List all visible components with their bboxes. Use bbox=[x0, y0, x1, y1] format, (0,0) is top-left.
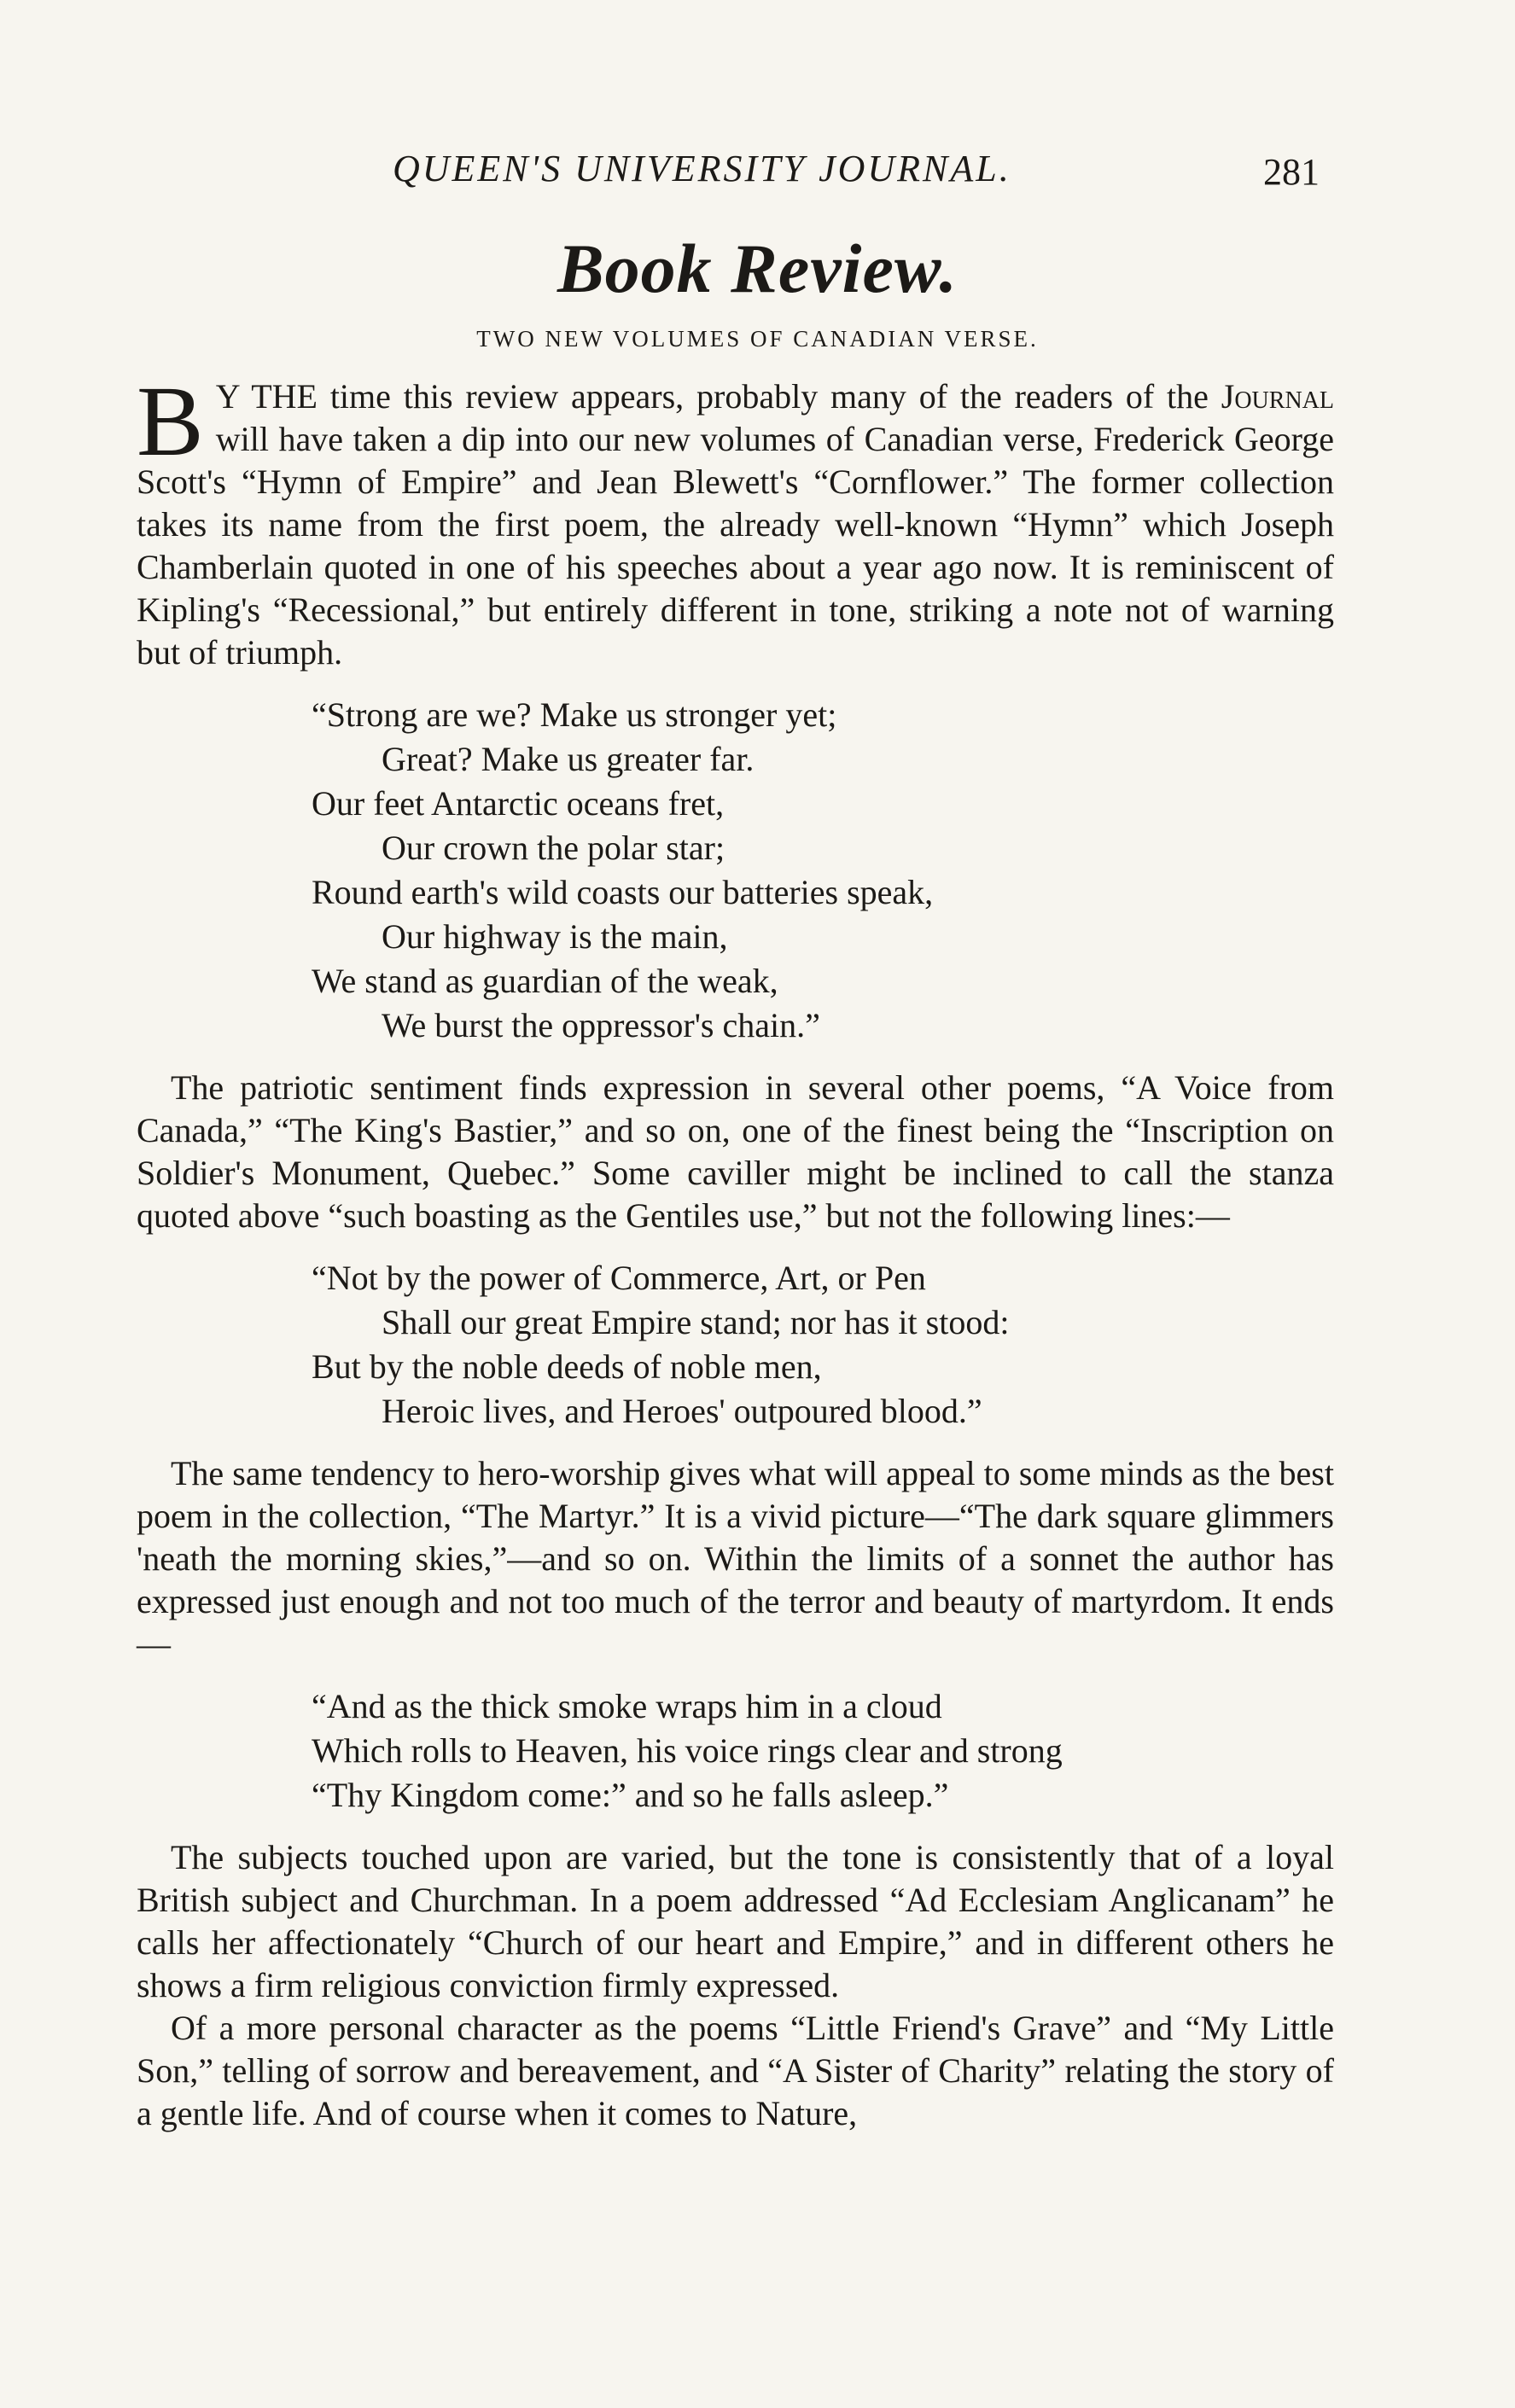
verse-line: Which rolls to Heaven, his voice rings clear and strong bbox=[312, 1731, 1063, 1770]
paragraph-3: The same tendency to hero-worship gives what will appeal to some minds as the best poem in the collection, “The Martyr.” It is a vivid picture—“The dark square glimmers 'neath the morning skies,”—and so on. Within the limits of a sonnet the author has expressed just enough and not too much of the terror and beauty of martyrdom. It ends— bbox=[137, 1454, 1334, 1663]
paragraph-1 bbox=[137, 365, 1334, 674]
verse-line: We stand as guardian of the weak, bbox=[312, 962, 778, 1000]
article-subtitle: TWO NEW VOLUMES OF CANADIAN VERSE. bbox=[476, 326, 1039, 352]
verse-line: “Thy Kingdom come:” and so he falls asleep.” bbox=[312, 1776, 949, 1814]
paragraph-4: The subjects touched upon are varied, but the tone is consistently that of a loyal British subject and Churchman. In a poem addressed “Ad Ecclesiam Anglicanam” he calls her affectionately “Church of our heart and Empire,” and in different others he shows a firm religious conviction firmly expressed. bbox=[137, 1838, 1334, 2004]
verse-line: Shall our great Empire stand; nor has it stood: bbox=[382, 1303, 1010, 1341]
article-body bbox=[137, 365, 1334, 2135]
running-head bbox=[0, 147, 1515, 198]
drop-cap: B bbox=[137, 365, 204, 477]
verse-line: “And as the thick smoke wraps him in a cloud bbox=[312, 1687, 942, 1725]
journal-name: QUEEN'S UNIVERSITY JOURNAL. bbox=[393, 148, 1011, 189]
verse-line: Our crown the polar star; bbox=[382, 829, 725, 867]
verse-line: “Not by the power of Commerce, Art, or Pen bbox=[312, 1259, 926, 1297]
verse-inscription bbox=[312, 1256, 1334, 1434]
section-title: Book Review. bbox=[556, 230, 958, 307]
verse-line: We burst the oppressor's chain.” bbox=[382, 1006, 820, 1044]
verse-line: Round earth's wild coasts our batteries speak, bbox=[312, 873, 934, 911]
verse-line: Our feet Antarctic oceans fret, bbox=[312, 784, 725, 823]
paragraph-5: Of a more personal character as the poems “Little Friend's Grave” and “My Little Son,” telling of sorrow and bereavement, and “A Sister of Charity” relating the story of a gentle life. And of course when it comes to Nature, bbox=[137, 2009, 1334, 2132]
journal-small-caps: Journal bbox=[1221, 377, 1334, 416]
verse-line: “Strong are we? Make us stronger yet; bbox=[312, 695, 837, 734]
paragraph-1-text-b: will have taken a dip into our new volumes of Canadian verse, Frederick George Scott's “Hymn of Empire” and Jean Blewett's “Cornflower.” The former collection takes its name from the first poem, the already well-known “Hymn” which Joseph Chamberlain quoted in one of his speeches about a year ago now. It is reminiscent of Kipling's “Recessional,” but entirely different in tone, striking a note not of warning but of triumph. bbox=[137, 420, 1334, 672]
verse-line: Our highway is the main, bbox=[382, 917, 728, 956]
verse-line: Great? Make us greater far. bbox=[382, 740, 755, 778]
verse-line: But by the noble deeds of noble men, bbox=[312, 1347, 822, 1386]
verse-hymn-of-empire bbox=[312, 693, 1334, 1048]
verse-the-martyr bbox=[312, 1684, 1334, 1818]
paragraph-2: The patriotic sentiment finds expression in several other poems, “A Voice from Canada,” “The King's Bastier,” and so on, one of the finest being the “Inscription on Soldier's Monument, Quebec.” Some caviller might be inclined to call the stanza quoted above “such boasting as the Gentiles use,” but not the following lines:— bbox=[137, 1068, 1334, 1235]
page-number: 281 bbox=[1263, 151, 1320, 193]
verse-line: Heroic lives, and Heroes' outpoured blood.” bbox=[382, 1392, 982, 1430]
paragraph-1-text-a: Y THE time this review appears, probably many of the readers of the bbox=[215, 377, 1221, 416]
